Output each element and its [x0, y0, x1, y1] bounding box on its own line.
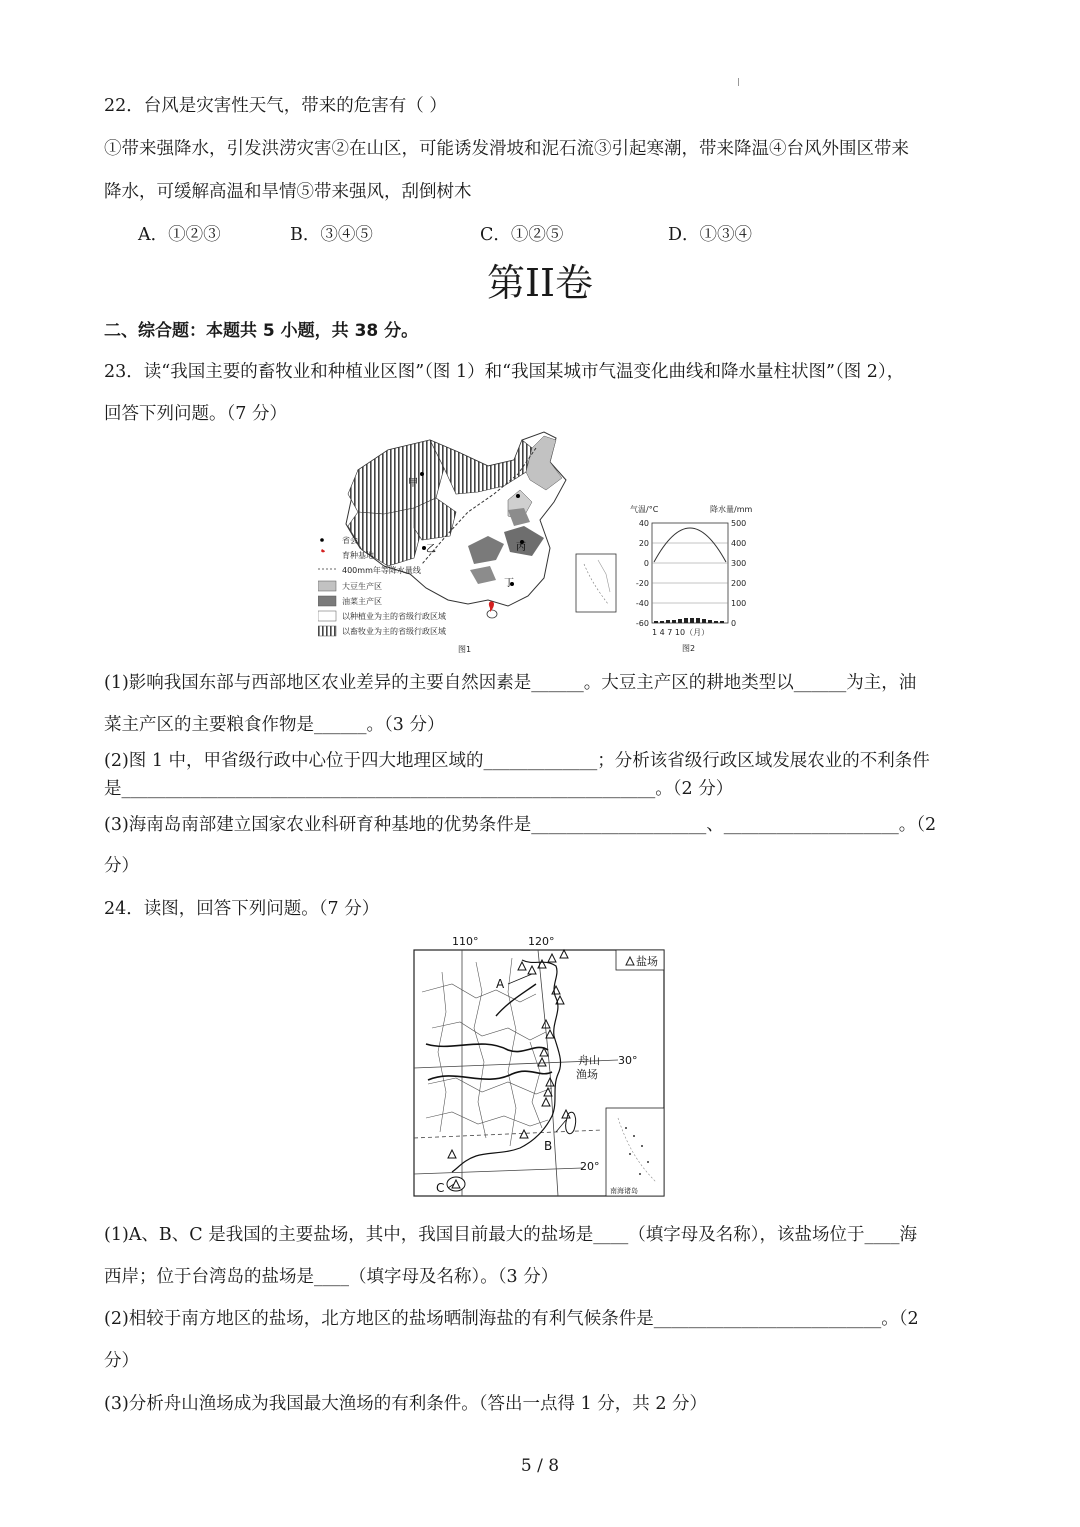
label-a: A [496, 977, 505, 991]
temp-tick: 40 [638, 519, 649, 528]
inset-label: 南海诸岛 [610, 1187, 638, 1195]
south-china-sea-inset [606, 1108, 664, 1196]
latitude-20: 20° [580, 1160, 600, 1173]
q23-stem-line1: 23．读“我国主要的畜牧业和种植业区图”（图 1）和“我国某城市气温变化曲线和降水量柱状图”（图 2）， [104, 362, 905, 382]
q24-part2-line2: 分） [104, 1351, 139, 1371]
q23-stem-line2: 回答下列问题。（7 分） [104, 404, 287, 424]
q23-part1-line1: (1)影响我国东部与西部地区农业差异的主要自然因素是______。大豆主产区的耕地类型以______为主，油 [104, 673, 917, 693]
section-title: 第II卷 [486, 261, 594, 305]
legend-soybean: 大豆生产区 [342, 582, 382, 591]
q24-part2-line1: (2)相较于南方地区的盐场，北方地区的盐场晒制海盐的有利气候条件是__________________________。（2 [104, 1309, 919, 1329]
q22-items-line1: ①带来强降水，引发洪涝灾害②在山区，可能诱发滑坡和泥石流③引起寒潮，带来降温④台风外围区带来 [104, 139, 909, 159]
temp-tick: -40 [635, 599, 649, 608]
agriculture-zone-map [318, 428, 620, 656]
label-ding: 丁 [504, 578, 514, 589]
inset-box [576, 554, 616, 612]
q22-option-c: C．①②⑤ [480, 225, 564, 245]
climate-chart [626, 500, 772, 656]
temp-tick: -20 [635, 579, 649, 588]
label-c: C [436, 1181, 445, 1195]
q24-part3-line1: (3)分析舟山渔场成为我国最大渔场的有利条件。（答出一点得 1 分，共 2 分） [104, 1394, 708, 1414]
legend-breeding: 育种基地 [342, 551, 374, 560]
legend-capital: 省会 [342, 536, 358, 545]
q24-stem: 24．读图，回答下列问题。（7 分） [104, 899, 380, 919]
page-number: 5 / 8 [520, 1456, 560, 1476]
breeding-base-icon [321, 549, 325, 552]
precip-tick: 0 [731, 619, 737, 628]
q23-part2-line2: 是_____________________________________________________________。（2 分） [104, 779, 734, 799]
q23-part3-line1: (3)海南岛南部建立国家农业科研育种基地的优势条件是____________________、____________________。（2 [104, 815, 937, 835]
legend-crop-region: 以种植业为主的省级行政区域 [342, 612, 446, 621]
precip-tick: 300 [731, 559, 747, 568]
temperature-curve [654, 528, 726, 562]
legend-pasture-region: 以畜牧业为主的省级行政区域 [342, 627, 446, 636]
rapeseed-swatch [318, 596, 336, 606]
temp-axis-label: 气温/°C [630, 505, 659, 514]
precip-tick: 400 [731, 539, 747, 548]
legend-rapeseed: 油菜主产区 [342, 597, 382, 606]
label-jia: 甲 [408, 478, 418, 489]
q22-option-d: D．①③④ [668, 225, 753, 245]
fig2-caption: 图2 [682, 644, 696, 653]
precipitation-bars [654, 618, 724, 623]
q23-part2-line1: (2)图 1 中，甲省级行政中心位于四大地理区域的_____________；分析该省级行政区域发展农业的不利条件 [104, 751, 930, 771]
capital-icon [320, 538, 324, 542]
scan-mark [738, 78, 739, 86]
pasture-region-swatch [318, 626, 336, 636]
label-yi: 乙 [426, 544, 436, 555]
soybean-swatch [318, 581, 336, 591]
q24-part1-line2: 西岸；位于台湾岛的盐场是____（填字母及名称）。（3 分） [104, 1267, 559, 1287]
temp-tick: 0 [643, 559, 649, 568]
legend-salt-field: 盐场 [636, 955, 658, 968]
month-ticks: 1 4 7 10（月） [652, 628, 710, 637]
precip-tick: 200 [731, 579, 747, 588]
plot-frame [652, 523, 728, 623]
q22-items-line2: 降水，可缓解高温和旱情⑤带来强风，刮倒树木 [104, 182, 472, 202]
crop-region-swatch [318, 611, 336, 621]
precip-tick: 100 [731, 599, 747, 608]
zhoushan-label-2: 渔场 [576, 1068, 598, 1081]
q22-option-a: A．①②③ [138, 225, 221, 245]
legend-isohyet: 400mm年等降水量线 [342, 566, 421, 575]
label-b: B [544, 1139, 553, 1153]
q22-stem: 22．台风是灾害性天气，带来的危害有（ ） [104, 96, 447, 116]
zhoushan-label-1: 舟山 [578, 1054, 600, 1067]
label-bing: 丙 [516, 542, 526, 553]
precip-axis-label: 降水量/mm [710, 505, 753, 514]
temp-tick: -60 [635, 619, 649, 628]
longitude-120: 120° [528, 935, 555, 948]
latitude-30: 30° [618, 1054, 638, 1067]
section-heading: 二、综合题：本题共 5 小题，共 38 分。 [104, 321, 419, 341]
q23-part3-line2: 分） [104, 856, 139, 876]
q23-part1-line2: 菜主产区的主要粮食作物是______。（3 分） [104, 715, 445, 735]
salt-field-map [412, 932, 668, 1198]
q24-part1-line1: (1)A、B、C 是我国的主要盐场，其中，我国目前最大的盐场是____（填字母及名称），该盐场位于____海 [104, 1225, 917, 1245]
q22-option-b: B．③④⑤ [290, 225, 373, 245]
fig1-caption: 图1 [458, 645, 472, 654]
precip-tick: 500 [731, 519, 747, 528]
temp-tick: 20 [638, 539, 649, 548]
longitude-110: 110° [452, 935, 479, 948]
